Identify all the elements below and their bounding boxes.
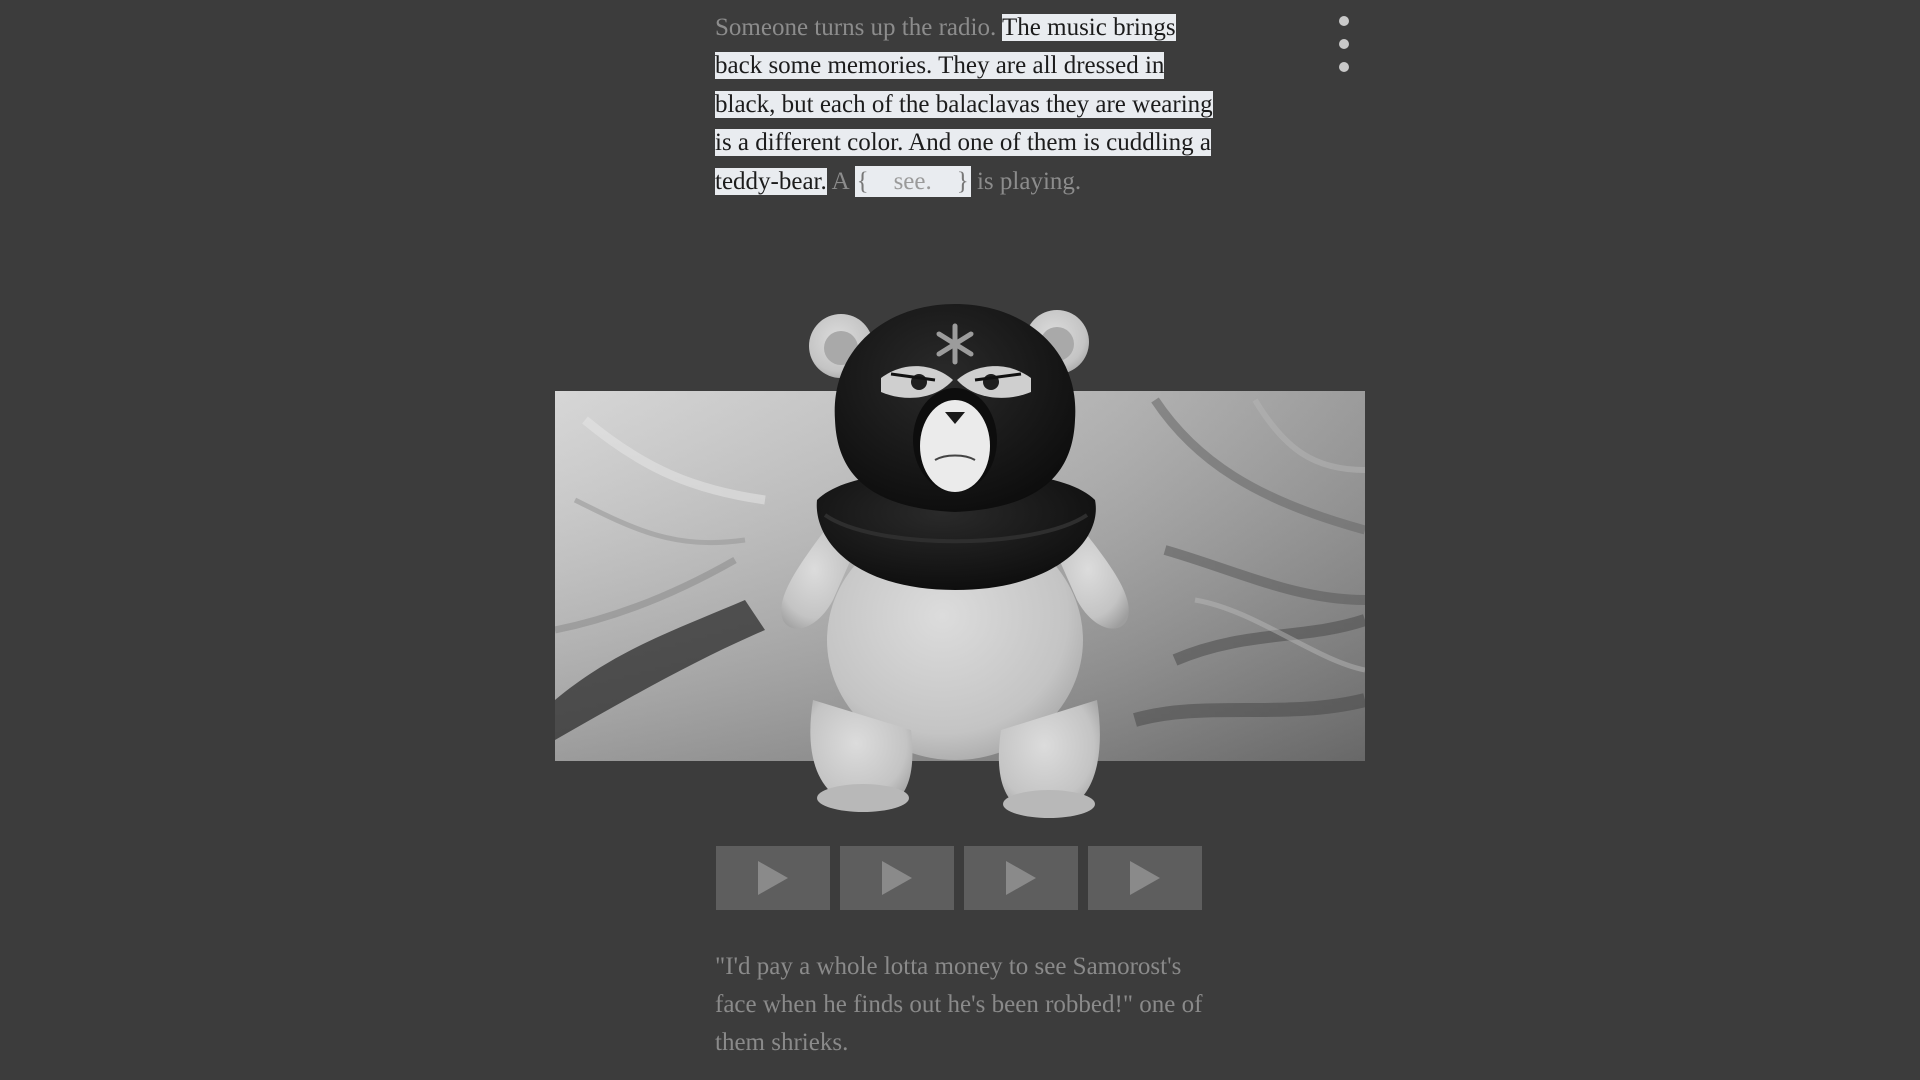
teddy-bear-balaclava-illustration bbox=[555, 300, 1365, 830]
story-passage bbox=[715, 9, 1213, 201]
play-button-4[interactable] bbox=[1088, 846, 1202, 910]
choice-open-brace: { bbox=[856, 167, 869, 195]
play-button-3[interactable] bbox=[964, 846, 1078, 910]
passage-after-choice-text: is playing. bbox=[970, 167, 1082, 195]
play-triangle-icon bbox=[880, 859, 914, 897]
play-button-1[interactable] bbox=[716, 846, 830, 910]
choice-text: see. bbox=[868, 167, 957, 195]
play-triangle-icon bbox=[1128, 859, 1162, 897]
playback-controls bbox=[716, 846, 1202, 910]
choice-close-brace: } bbox=[956, 167, 969, 195]
play-triangle-icon bbox=[756, 859, 790, 897]
vertical-ellipsis-icon[interactable] bbox=[1334, 14, 1354, 74]
menu-dot bbox=[1339, 62, 1349, 72]
passage-intro-text: Someone turns up the radio. bbox=[715, 14, 1002, 41]
menu-dot bbox=[1339, 16, 1349, 26]
play-button-2[interactable] bbox=[840, 846, 954, 910]
quote-passage: "I'd pay a whole lotta money to see Samorost's face when he finds out he's been robbed!" one of them shrieks. bbox=[715, 953, 1203, 1056]
highlighted-passage-text: The music brings back some memories. They are all dressed in black, but each of the balaclavas they are wearing is a different color. And one of them is cuddling a teddy-bear. bbox=[715, 14, 1213, 195]
teddy-bear bbox=[781, 304, 1129, 818]
passage-before-choice-text: A bbox=[826, 167, 855, 195]
play-triangle-icon bbox=[1004, 859, 1038, 897]
story-choice-link[interactable] bbox=[855, 166, 971, 197]
menu-dot bbox=[1339, 39, 1349, 49]
